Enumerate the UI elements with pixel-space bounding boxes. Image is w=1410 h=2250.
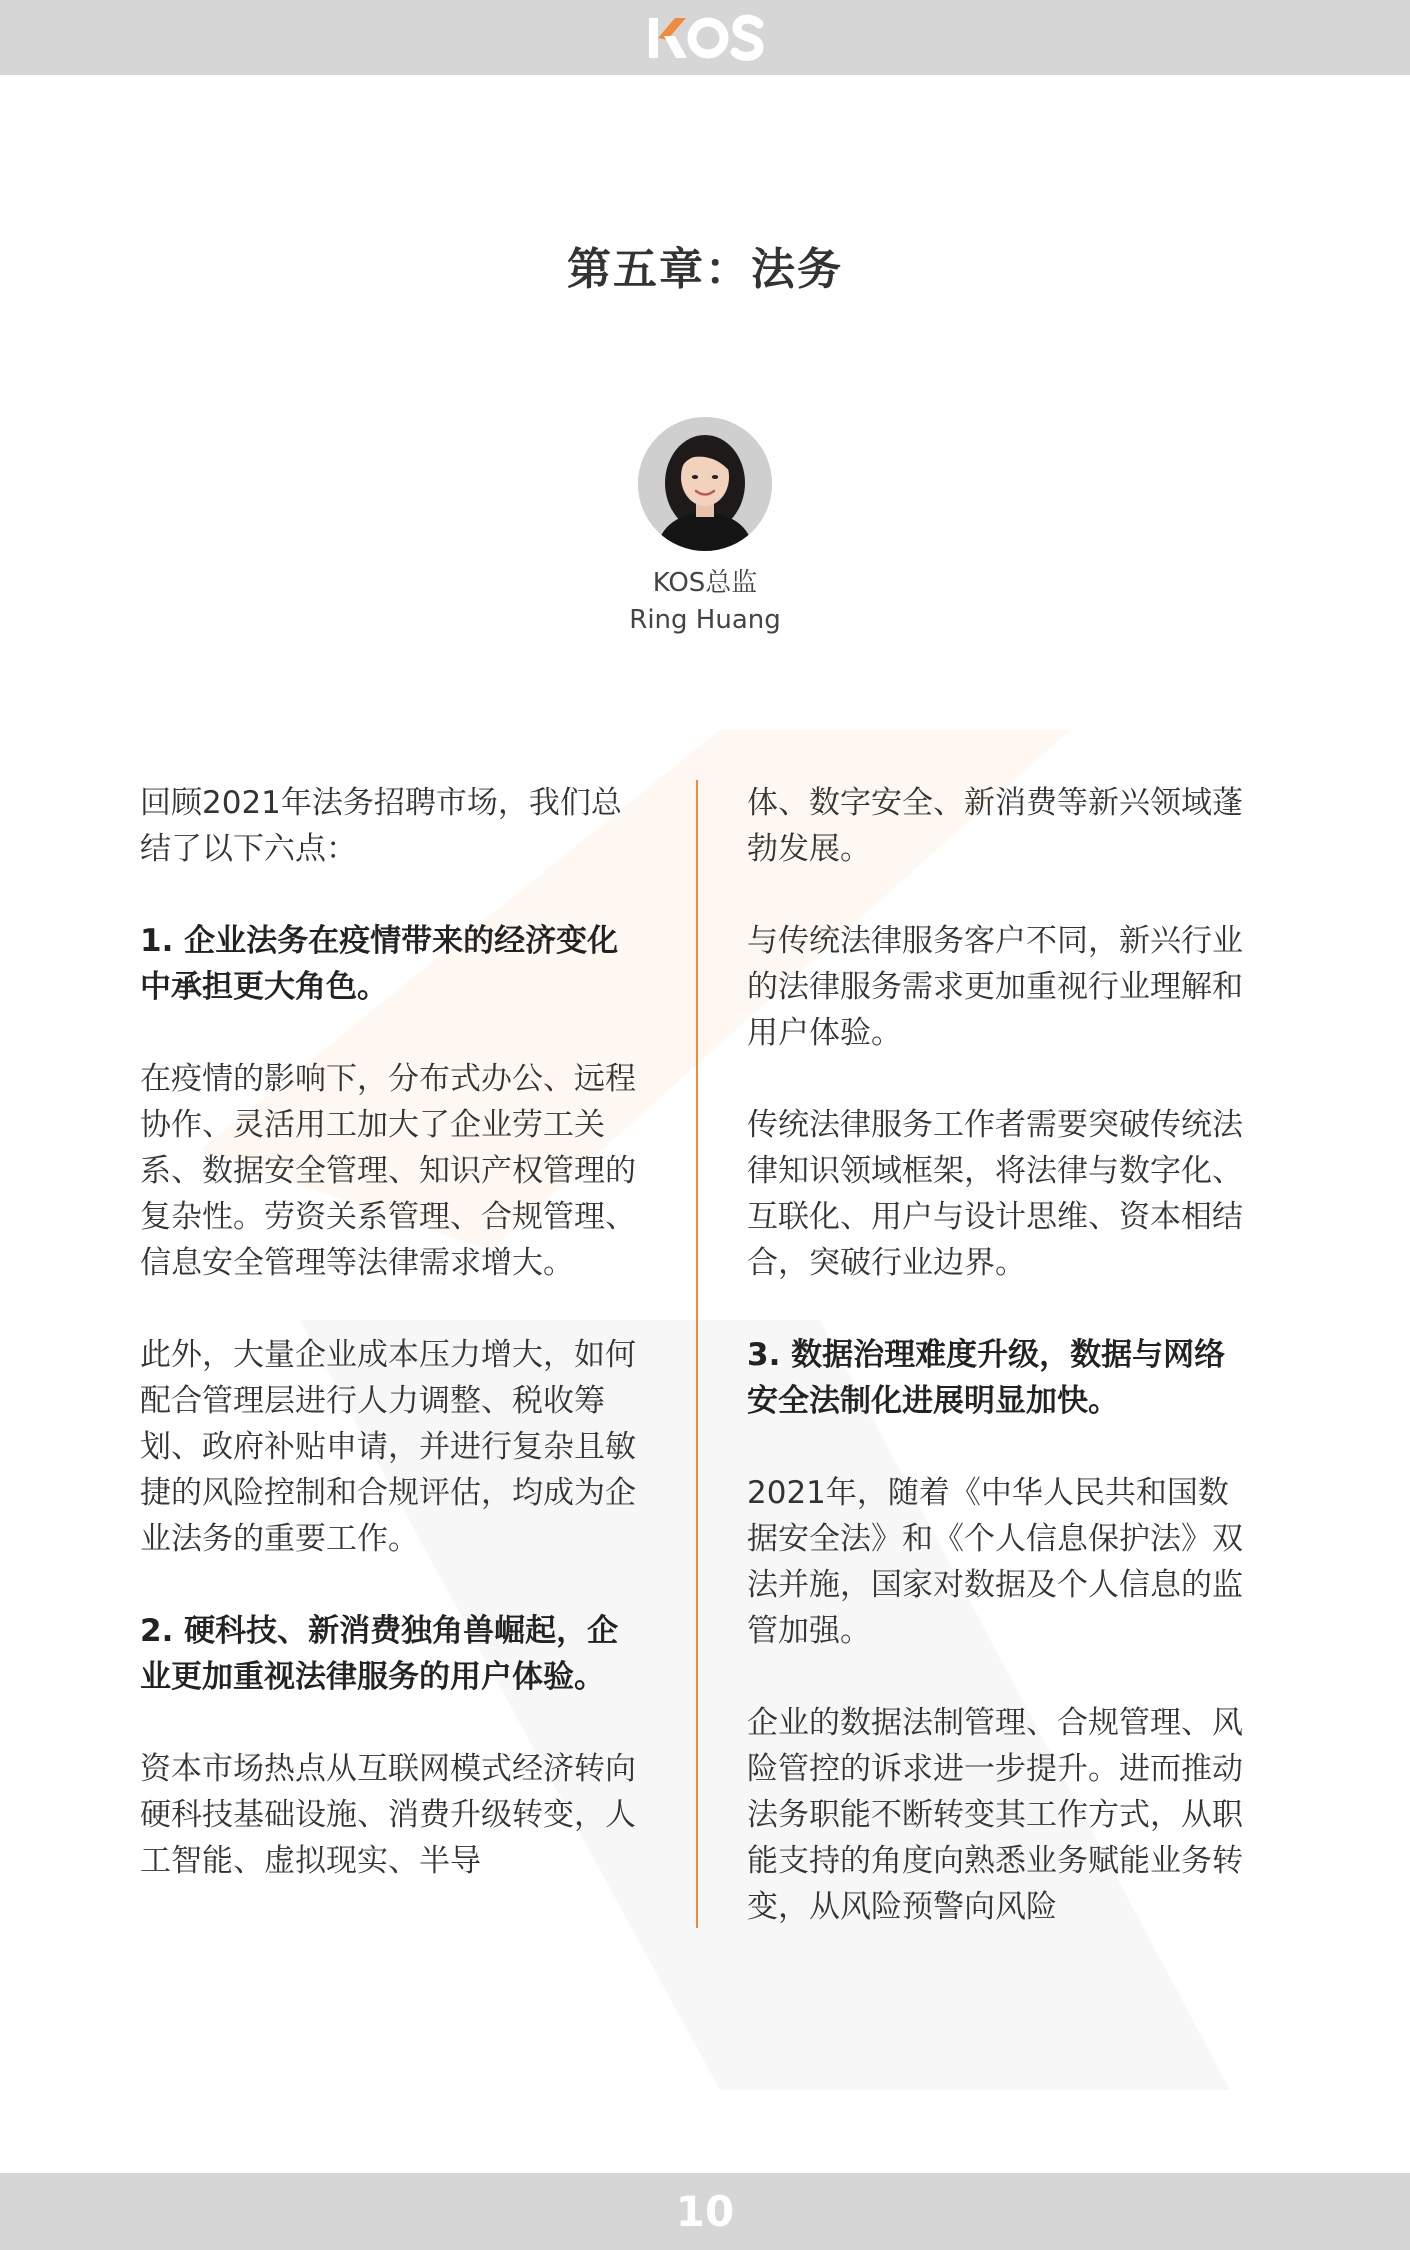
author-name: Ring Huang: [629, 605, 781, 635]
page-number: 10: [675, 2187, 735, 2236]
paragraph-intro: 回顾2021年法务招聘市场，我们总结了以下六点：: [140, 785, 622, 867]
paragraph: 体、数字安全、新消费等新兴领域蓬勃发展。: [747, 785, 1243, 867]
paragraph: 企业的数据法制管理、合规管理、风险管控的诉求进一步提升。进而推动法务职能不断转变其工作方式，从职能支持的角度向熟悉业务赋能业务转变，从风险预警向风险: [747, 1705, 1243, 1925]
paragraph: 与传统法律服务客户不同，新兴行业的法律服务需求更加重视行业理解和用户体验。: [747, 923, 1243, 1051]
column-divider: [696, 780, 698, 1928]
right-column: [747, 780, 1247, 1930]
paragraph: 2021年，随着《中华人民共和国数据安全法》和《个人信息保护法》双法并施，国家对数据及个人信息的监管加强。: [747, 1475, 1243, 1649]
author-role: KOS总监: [652, 568, 758, 598]
author-portrait: [638, 417, 772, 551]
paragraph: 此外，大量企业成本压力增大，如何配合管理层进行人力调整、税收筹划、政府补贴申请，并进行复杂且敏捷的风险控制和合规评估，均成为企业法务的重要工作。: [140, 1337, 636, 1557]
heading-point-1: 1. 企业法务在疫情带来的经济变化中承担更大角色。: [140, 923, 619, 1005]
chapter-title: 第五章：法务: [567, 244, 843, 295]
left-column: [140, 780, 640, 1884]
paragraph: 传统法律服务工作者需要突破传统法律知识领域框架，将法律与数字化、互联化、用户与设计思维、资本相结合，突破行业边界。: [747, 1107, 1243, 1281]
paragraph: 在疫情的影响下，分布式办公、远程协作、灵活用工加大了企业劳工关系、数据安全管理、知识产权管理的复杂性。劳资关系管理、合规管理、信息安全管理等法律需求增大。: [140, 1061, 636, 1281]
heading-point-2: 2. 硬科技、新消费独角兽崛起，企业更加重视法律服务的用户体验。: [140, 1613, 619, 1695]
paragraph: 资本市场热点从互联网模式经济转向硬科技基础设施、消费升级转变，人工智能、虚拟现实、半导: [140, 1751, 636, 1879]
author-portrait-icon: [638, 417, 772, 551]
heading-point-3: 3. 数据治理难度升级，数据与网络安全法制化进展明显加快。: [747, 1337, 1226, 1419]
